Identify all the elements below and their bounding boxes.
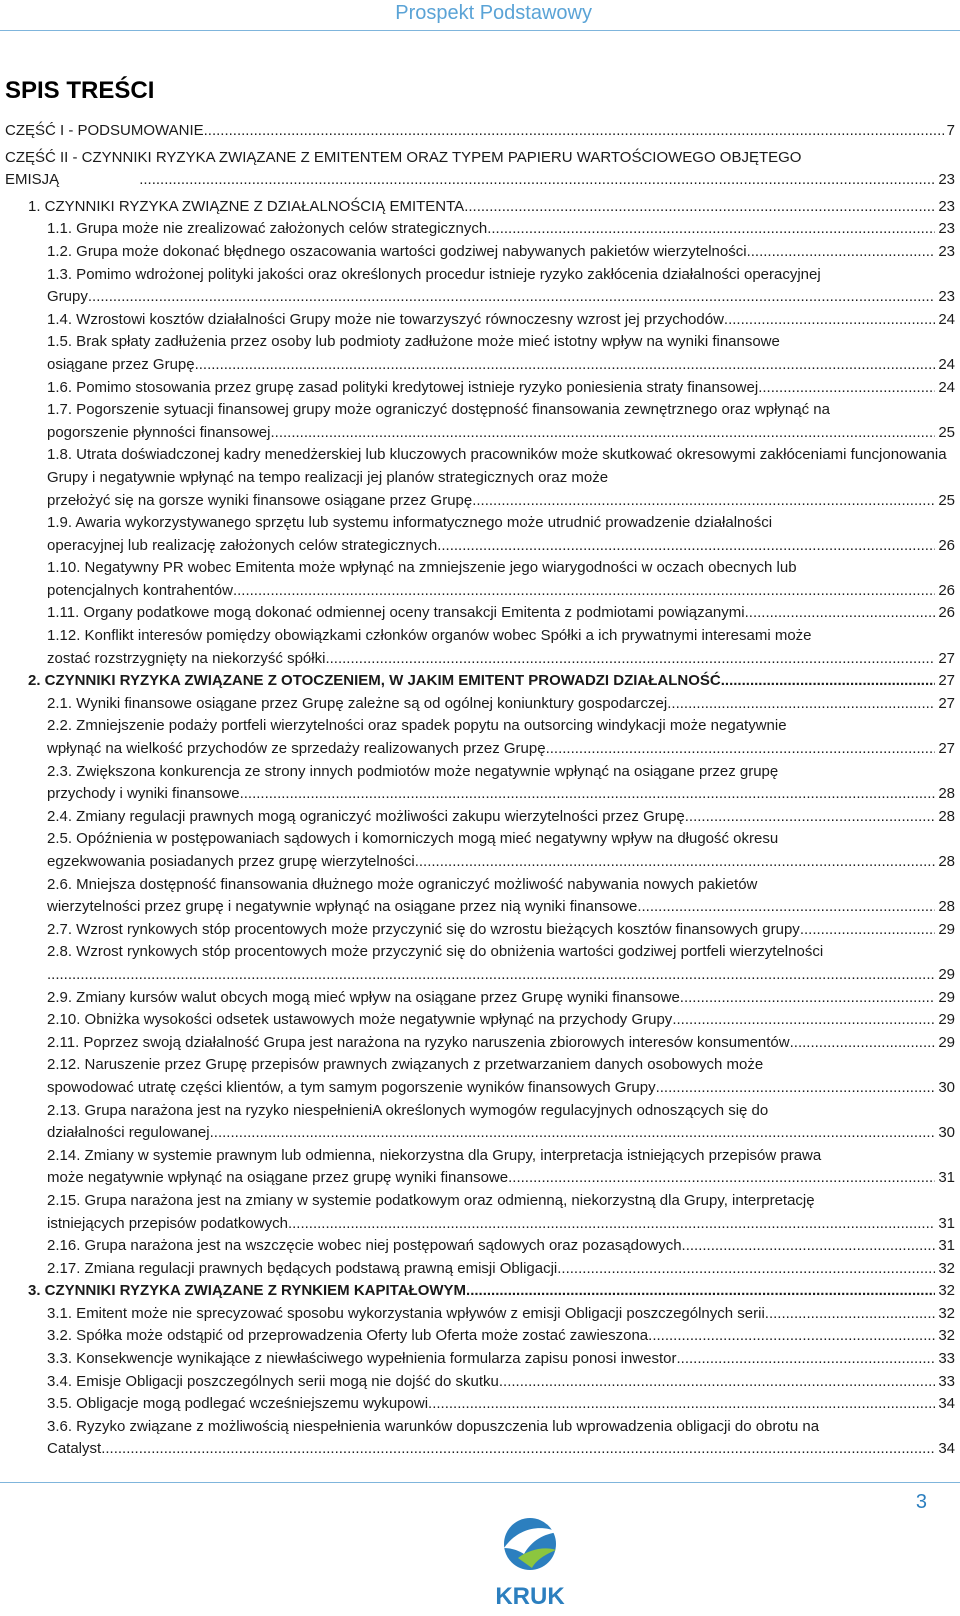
toc-entry[interactable] [5, 919, 955, 942]
toc-entry-text: 2.9. Zmiany kursów walut obcych mogą mieć wpływ na osiągane przez Grupę wyniki finansowe [47, 988, 680, 1006]
toc-entry[interactable] [5, 241, 955, 264]
toc-entry-page: 24 [938, 378, 955, 396]
toc-entry-text: 2.10. Obniżka wysokości odsetek ustawowych może negatywnie wpłynąć na przychody Grupy [47, 1011, 673, 1029]
toc-entry[interactable] [5, 218, 955, 241]
logo-text: KRUK [495, 1583, 565, 1610]
toc-entry-page: 25 [938, 491, 955, 509]
toc-section-1[interactable] [5, 196, 955, 219]
toc-entry-text: 2.2. Zmniejszenie podaży portfeli wierzytelności oraz spadek popytu na outsorcing windykacji może negatywnie [47, 717, 787, 735]
toc-entry[interactable] [5, 1258, 955, 1281]
toc-entry-page: 26 [938, 581, 955, 599]
toc-entry-text-cont: może negatywnie wpłynąć na osiągane przez grupę wyniki finansowe [47, 1169, 509, 1187]
toc-entry-text: 1.10. Negatywny PR wobec Emitenta może wpłynąć na zmniejszenie jego wiarygodności w oczach obecnych lub [47, 559, 797, 577]
toc-entry-page: 28 [938, 785, 955, 803]
toc-entry-page: 30 [938, 1124, 955, 1142]
toc-entry-part-2[interactable] [5, 147, 955, 192]
toc-entry-text: 1.4. Wzrostowi kosztów działalności Grupy może nie towarzyszyć równoczesny wzrost jej przychodów [47, 310, 724, 328]
toc-entry-page: 30 [938, 1078, 955, 1096]
toc-entry-page: 31 [938, 1214, 955, 1232]
toc-entry-text: 3.6. Ryzyko związane z możliwością niespełnienia warunków dopuszczenia lub wprowadzenia obligacji do obrotu na [47, 1417, 820, 1435]
toc-entry-page: 23 [938, 220, 955, 238]
toc-entry[interactable] [5, 1054, 955, 1099]
toc-entry-text-cont: egzekwowania posiadanych przez grupę wierzytelności [47, 853, 415, 870]
leader-dots [325, 648, 935, 671]
leader-dots [677, 1348, 936, 1371]
toc-entry-page: 34 [938, 1440, 955, 1458]
leader-dots [437, 535, 935, 558]
toc-entry[interactable] [5, 602, 955, 625]
toc-entry-page: 28 [938, 898, 955, 916]
toc-entry-page: 31 [938, 1169, 955, 1187]
toc-entry[interactable] [5, 806, 955, 829]
leader-dots [288, 1213, 935, 1236]
leader-dots [139, 169, 935, 192]
toc-entry-page: 24 [938, 355, 955, 373]
toc-entry-page: 23 [938, 171, 955, 189]
toc-entry-page: 33 [938, 1372, 955, 1390]
page-header [0, 0, 960, 32]
toc-entry-text-cont: spowodować utratę części klientów, a tym samym pogorszenie wyników finansowych Grupy [47, 1078, 656, 1096]
toc-entry-text: 1.6. Pomimo stosowania przez grupę zasad polityki kredytowej istnieje ryzyko poniesienia straty finansowej [47, 378, 759, 396]
toc-entry-text: 2.8. Wzrost rynkowych stóp procentowych może przyczynić się do obniżenia wartości godziwej portfeli wierzytelności [47, 943, 824, 961]
leader-dots [210, 1122, 936, 1145]
toc-entry-text: 2.12. Naruszenie przez Grupę przepisów prawnych związanych z przetwarzaniem danych osobowych może [47, 1056, 764, 1074]
toc-entry-text: 2.7. Wzrost rynkowych stóp procentowych może przyczynić się do wzrostu bieżących kosztów finansowych grupy [47, 920, 800, 938]
leader-dots [758, 377, 935, 400]
toc-entry[interactable] [5, 625, 955, 670]
toc-entry-text-cont: wierzytelności przez grupę i negatywnie wpłynąć na osiągane przez nią wyniki finansowe [47, 898, 638, 916]
toc-entry-text: 2.13. Grupa narażona jest na ryzyko niespełnieniA określonych wymogów regulacyjnych odnoszących się do [47, 1101, 769, 1119]
toc-entry-text: 2.15. Grupa narażona jest na zmiany w systemie podatkowym oraz odmienną, niekorzystną dla Grupy, interpretację [47, 1191, 815, 1209]
toc-entry-text-cont: przełożyć się na gorsze wyniki finansowe osiągane przez Grupę [47, 491, 473, 509]
leader-dots [672, 1009, 935, 1032]
toc-entry[interactable] [5, 1100, 955, 1145]
toc-entry-page: 26 [938, 604, 955, 622]
leader-dots [667, 693, 935, 716]
toc-entry-text-cont: przychody i wyniki finansowe [47, 785, 240, 803]
toc-entry[interactable] [5, 1416, 955, 1461]
toc-entry-page: 32 [938, 1259, 955, 1277]
toc-section-2[interactable] [5, 670, 955, 693]
leader-dots [557, 1258, 935, 1281]
toc-entry-text: 1.12. Konflikt interesów pomiędzy obowiązkami członków organów wobec Spółki a ich prywatnymi interesami może [47, 627, 812, 645]
toc-entry-text: 1.2. Grupa może dokonać błędnego oszacowania wartości godziwej nabywanych pakietów wierzytelności [47, 242, 747, 260]
leader-dots [747, 241, 936, 264]
toc-entry-page: 23 [938, 197, 955, 215]
header-divider [0, 30, 960, 31]
leader-dots [800, 919, 936, 942]
toc-entry-text: 2.1. Wyniki finansowe osiągane przez Grupę zależne są od ogólnej koniunktury gospodarczej [47, 694, 668, 712]
toc-entry-page: 29 [938, 1011, 955, 1029]
toc-entry[interactable] [5, 1009, 955, 1032]
toc-entry-text-cont: pogorszenie płynności finansowej [47, 423, 271, 441]
toc-entry-page: 26 [938, 536, 955, 554]
toc-entry[interactable] [5, 1145, 955, 1190]
toc-entry-text: 1.1. Grupa może nie zrealizować założonych celów strategicznych [47, 220, 488, 238]
leader-dots [472, 490, 935, 513]
toc-entry-page: 29 [938, 965, 955, 983]
toc-entry-page: 27 [938, 740, 955, 758]
leader-dots [685, 806, 936, 829]
toc-entry-text-cont: działalności regulowanej [47, 1124, 210, 1142]
leader-dots [721, 670, 936, 693]
toc-entry-text: CZĘŚĆ II - CZYNNIKI RYZYKA ZWIĄZANE Z EMITENTEM ORAZ TYPEM PAPIERU WARTOŚCIOWEGO OBJĘTEGO [5, 148, 802, 166]
toc-entry-page: 28 [938, 807, 955, 825]
toc-entry-text: 1.9. Awaria wykorzystywanego sprzętu lub systemu informatycznego może utrudnić prowadzenie działalności [47, 514, 773, 532]
toc-entry-text: 2.6. Mniejsza dostępność finansowania dłużnego może ograniczyć możliwość nabywania nowych pakietów [47, 875, 758, 893]
toc-entry[interactable] [5, 1393, 955, 1416]
toc-section-1-items [5, 218, 955, 670]
toc-entry-text-cont: operacyjnej lub realizację założonych celów strategicznych [47, 536, 438, 554]
footer-divider [0, 1482, 960, 1483]
toc-entry-page: 29 [938, 988, 955, 1006]
leader-dots [790, 1032, 936, 1055]
toc-entry[interactable] [5, 264, 955, 309]
leader-dots [637, 896, 935, 919]
toc-entry-text-cont: Catalyst [47, 1440, 102, 1458]
page-number: 3 [915, 1491, 927, 1513]
toc-entry-page: 7 [946, 122, 955, 139]
leader-dots [101, 1438, 935, 1461]
toc-entry[interactable] [5, 1303, 955, 1326]
toc-entry[interactable] [5, 1371, 955, 1394]
toc-entry-text: 3. CZYNNIKI RYZYKA ZWIĄZANE Z RYNKIEM KAPITAŁOWYM [28, 1282, 467, 1300]
toc-entry-text: 1. CZYNNIKI RYZYKA ZWIĄZNE Z DZIAŁALNOŚCIĄ EMITENTA [28, 197, 465, 215]
toc-entry-text-cont: potencjalnych kontrahentów [47, 581, 233, 599]
toc-entry-text-cont: zostać rozstrzygnięty na niekorzyść spółki [47, 649, 326, 667]
toc-entry-text: 1.8. Utrata doświadczonej kadry menedżerskiej lub kluczowych pracowników może skutkować okresowymi zakłóceniami funcjonowania Grupy i negatywnie wpłynąć na tempo realizacji jej planów strategicznych oraz może [47, 446, 947, 486]
toc-entry[interactable] [5, 1325, 955, 1348]
toc-entry-text: 3.2. Spółka może odstąpić od przeprowadzenia Oferty lub Oferta może zostać zawieszona [47, 1327, 649, 1345]
toc-entry[interactable] [5, 512, 955, 557]
leader-dots [233, 580, 935, 603]
leader-dots [765, 1303, 936, 1326]
toc-entry-page: 23 [938, 242, 955, 260]
leader-dots [656, 1077, 936, 1100]
toc-entry-page: 24 [938, 310, 955, 328]
toc-entry-text: 1.7. Pogorszenie sytuacji finansowej grupy może ograniczyć dostępność finansowania zewnętrznego oraz wpłynąć na [47, 401, 830, 419]
toc-entry-page: 32 [938, 1282, 955, 1300]
toc-entry-page: 33 [938, 1350, 955, 1368]
toc-entry-page: 34 [938, 1395, 955, 1413]
toc-entry-page: 31 [938, 1237, 955, 1255]
document-title: Prospekt Podstawowy [395, 2, 592, 24]
toc-section-2-items [5, 693, 955, 1280]
toc-section-3[interactable] [5, 1280, 955, 1303]
toc-entry[interactable] [5, 1190, 955, 1235]
toc-entry-text-cont: EMISJĄ [5, 171, 60, 189]
toc-entry[interactable] [5, 874, 955, 919]
toc-entry-text: 3.4. Emisje Obligacji poszczególnych serii mogą nie dojść do skutku [47, 1372, 499, 1390]
leader-dots [648, 1325, 935, 1348]
leader-dots [487, 218, 935, 241]
leader-dots [240, 783, 936, 806]
toc-entry-text-cont: osiągane przez Grupę [47, 355, 195, 373]
leader-dots [508, 1167, 935, 1190]
toc-entry[interactable] [5, 557, 955, 602]
toc-entry[interactable] [5, 761, 955, 806]
toc-entry-text: 2.5. Opóźnienia w postępowaniach sądowych i komorniczych mogą mieć negatywny wpływ na długość okresu [47, 830, 779, 848]
toc-entry-text: 3.1. Emitent może nie sprecyzować sposobu wykorzystania wpływów z emisji Obligacji poszczególnych serii [47, 1304, 765, 1322]
toc-entry-text: 2.11. Poprzez swoją działalność Grupa jest narażona na ryzyko naruszenia zbiorowych interesów konsumentów [47, 1033, 790, 1051]
toc-entry-text: 2. CZYNNIKI RYZYKA ZWIĄZANE Z OTOCZENIEM, W JAKIM EMITENT PROWADZI DZIAŁALNOŚĆ [28, 672, 721, 690]
toc-entry[interactable] [5, 444, 955, 512]
toc-entry-text: 3.5. Obligacje mogą podlegać wcześniejszemu wykupowi [47, 1395, 429, 1413]
toc-entry-page: 27 [938, 694, 955, 712]
leader-dots [428, 1393, 935, 1416]
toc-entry-text: 1.5. Brak spłaty zadłużenia przez osoby lub podmioty zadłużone może mieć istotny wpływ na wyniki finansowe [47, 333, 780, 351]
leader-dots [466, 1280, 935, 1303]
leader-dots [546, 738, 936, 761]
toc-entry[interactable] [5, 1032, 955, 1055]
leader-dots [270, 422, 935, 445]
toc-entry-page: 29 [938, 920, 955, 938]
toc-entry-page: 28 [938, 853, 955, 870]
toc-entry-text: 3.3. Konsekwencje wynikające z niewłaściwego wypełnienia formularza zapisu ponosi inwestor [47, 1350, 677, 1368]
toc-entry-text: 2.16. Grupa narażona jest na wszczęcie wobec niej postępowań sądowych oraz pozasądowych [47, 1237, 682, 1255]
toc-entry-page: 29 [938, 1033, 955, 1051]
toc-entry[interactable] [5, 715, 955, 760]
toc-entry-page: 27 [938, 672, 955, 690]
toc-entry-text-cont: istniejących przepisów podatkowych [47, 1214, 288, 1232]
toc-entry[interactable] [5, 1348, 955, 1371]
leader-dots [415, 851, 936, 874]
toc-entry[interactable] [5, 941, 955, 986]
toc-entry[interactable] [5, 309, 955, 332]
toc-entry[interactable] [5, 377, 955, 400]
toc-section-3-items [5, 1303, 955, 1461]
toc-entry[interactable] [5, 828, 955, 873]
table-of-contents [5, 120, 955, 1461]
toc-entry-page: 25 [938, 423, 955, 441]
leader-dots [464, 196, 935, 219]
leader-dots [499, 1371, 935, 1394]
toc-entry[interactable] [5, 693, 955, 716]
toc-entry[interactable] [5, 399, 955, 444]
toc-entry-page: 27 [938, 649, 955, 667]
toc-entry-text-cont: wpłynąć na wielkość przychodów ze sprzedaży realizowanych przez Grupę [47, 740, 546, 758]
toc-entry-text: CZĘŚĆ I - PODSUMOWANIE [5, 122, 204, 139]
toc-entry-text: 1.11. Organy podatkowe mogą dokonać odmiennej oceny transakcji Emitenta z podmiotami powiązanymi [47, 604, 745, 622]
toc-entry-page: 23 [938, 288, 955, 306]
toc-entry-page: 32 [938, 1327, 955, 1345]
toc-entry-text: 2.3. Zwiększona konkurencja ze strony innych podmiotów może negatywnie wpłynąć na osiągane przez grupę [47, 762, 779, 780]
toc-entry[interactable] [5, 1235, 955, 1258]
leader-dots [682, 1235, 936, 1258]
toc-heading: SPIS TREŚCI [5, 77, 155, 104]
leader-dots [745, 602, 936, 625]
toc-entry[interactable] [5, 987, 955, 1010]
toc-entry-text: 1.3. Pomimo wdrożonej polityki jakości oraz określonych procedur istnieje ryzyko zakłócenia działalności operacyjnej [47, 265, 821, 283]
leader-dots [88, 286, 935, 309]
leader-dots [47, 964, 935, 987]
leader-dots [724, 309, 935, 332]
toc-entry-text: 2.17. Zmiana regulacji prawnych będących podstawą prawną emisji Obligacji [47, 1259, 558, 1277]
toc-entry-text: 2.4. Zmiany regulacji prawnych mogą ograniczyć możliwości zakupu wierzytelności przez Grupę [47, 807, 685, 825]
leader-dots [204, 120, 944, 143]
toc-entry-text-cont: Grupy [47, 288, 88, 306]
toc-entry-part-1[interactable] [5, 120, 955, 143]
leader-dots [680, 987, 936, 1010]
toc-entry[interactable] [5, 331, 955, 376]
toc-entry-text: 2.14. Zmiany w systemie prawnym lub odmienna, niekorzystna dla Grupy, interpretacja istniejących przepisów prawa [47, 1146, 822, 1164]
leader-dots [195, 354, 936, 377]
toc-entry-page: 32 [938, 1304, 955, 1322]
kruk-logo [488, 1510, 572, 1610]
